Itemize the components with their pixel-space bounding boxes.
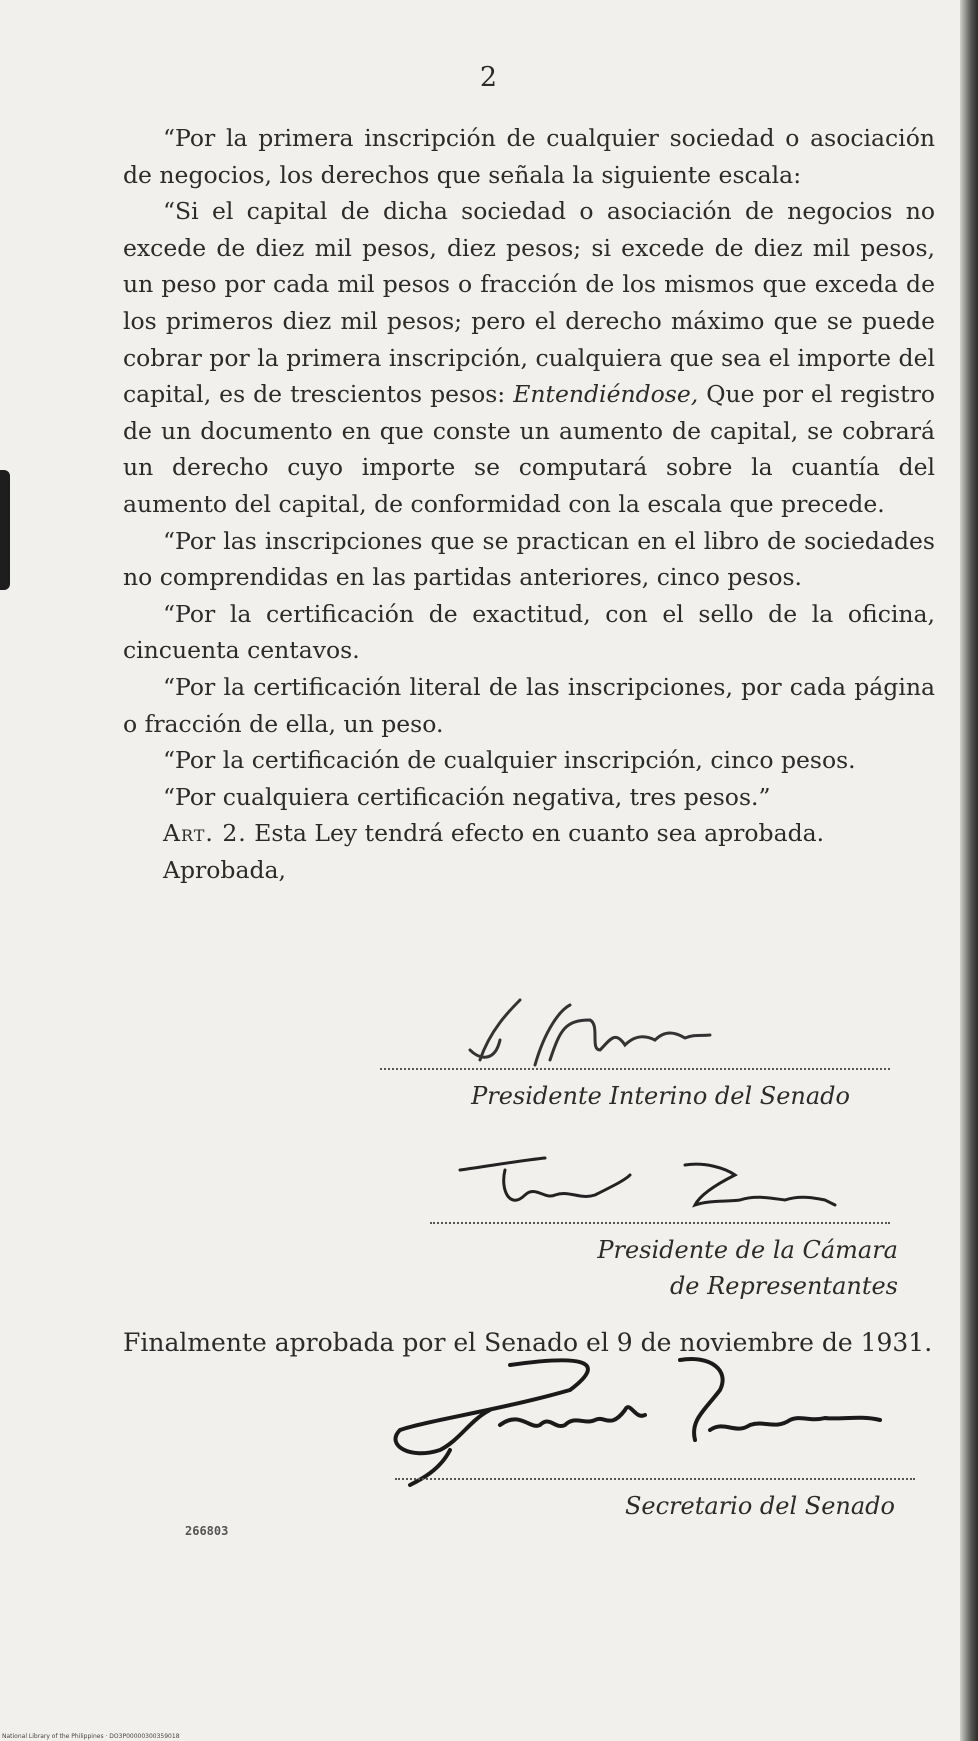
house-president-line [430,1222,890,1224]
paragraph-certificacion-inscripcion: “Por la certificación de cualquier inscripción, cinco pesos. [163,746,856,775]
house-president-title-line1: Presidente de la Cámara [597,1236,898,1264]
paragraph-certificacion-exactitud: “Por la certificación de exactitud, con el sello de la oficina, cincuenta centavos. [123,599,935,665]
binding-tab [0,470,10,590]
article-text: Esta Ley tendrá efecto en cuanto sea aprobada. [254,819,825,848]
secretary-line [395,1478,915,1480]
paragraph-primera-inscripcion: “Por la primera inscripción de cualquier sociedad o asociación de negocios, los derechos que señala la siguiente escala: [123,124,935,189]
secretary-title: Secretario del Senado [624,1492,895,1520]
capital-scale-text: “Si el capital de dicha sociedad o asociación de negocios no excede de diez mil pesos, diez pesos; si excede de diez mil pesos, un peso por cada mil pesos o fracción de los mismos que exceda de los primeros diez mil pesos; pero el derecho máximo que se puede cobrar por la primera inscripción, cualquiera que sea el importe del capital, es de trescientos pesos: [123,197,936,409]
senate-president-signature [440,990,800,1080]
article-label: Art. 2. [163,819,247,848]
print-code: 266803 [185,1524,229,1538]
archive-caption: National Library of the Philippines · DO3P00000300359018 [2,1733,180,1740]
entendiendose-term: Entendiéndose, [513,380,699,409]
house-president-title [430,1232,898,1304]
paragraph-certificacion-literal: “Por la certificación literal de las inscripciones, por cada página o fracción de ella, un peso. [123,672,935,738]
capital-increase-text: Que por el registro de un documento en que conste un aumento de capital, se cobrará un derecho cuyo importe se computará sobre la cuantía del aumento del capital, de conformidad con la escala que precede. [123,380,935,518]
article-2 [123,815,935,852]
final-approval-text: Finalmente aprobada por el Senado el 9 de noviembre de 1931. [123,1328,933,1357]
page-edge-shadow [960,0,978,1741]
senate-president-line [380,1068,890,1070]
paragraph-inscripciones-libro: “Por las inscripciones que se practican en el libro de sociedades no comprendidas en las partidas anteriores, cinco pesos. [123,526,935,592]
law-body [123,120,935,888]
paragraph-certificacion-negativa: “Por cualquiera certificación negativa, tres pesos.” [163,782,771,811]
page-number: 2 [479,62,499,93]
paragraph-capital-scale [123,193,935,522]
house-president-signature [455,1150,875,1230]
approved-label: Aprobada, [163,855,286,884]
senate-president-title: Presidente Interino del Senado [471,1082,850,1110]
house-president-title-line2: de Representantes [669,1272,898,1300]
